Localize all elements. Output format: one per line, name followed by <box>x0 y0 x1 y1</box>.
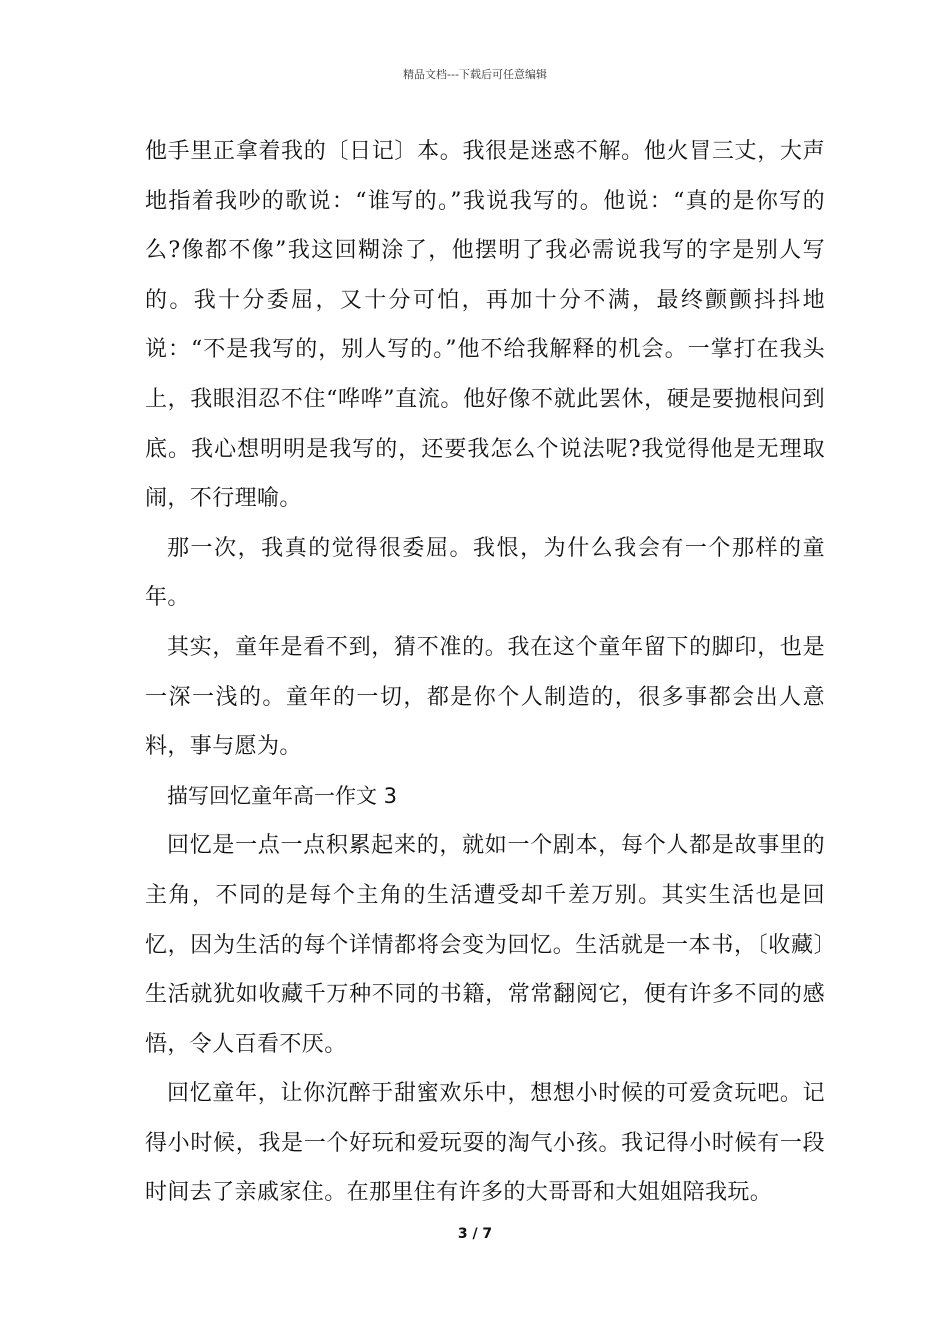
page-header: 精品文档---下载后可任意编辑 <box>403 68 547 81</box>
document-body <box>145 127 825 1218</box>
paragraph-4: 回忆是一点一点积累起来的，就如一个剧本，每个人都是故事里的主角，不同的是每个主角的生活遭受却千差万别。其实生活也是回忆，因为生活的每个详情都将会变为回忆。生活就是一本书，〔收藏〕生活就犹如收藏千万种不同的书籍，常常翻阅它，便有许多不同的感悟，令人百看不厌。 <box>145 833 825 1057</box>
paragraph-3: 其实，童年是看不到，猜不准的。我在这个童年留下的脚印，也是一深一浅的。童年的一切，都是你个人制造的，很多事都会出人意料，事与愿为。 <box>145 634 825 760</box>
paragraph-5: 回忆童年，让你沉醉于甜蜜欢乐中，想想小时候的可爱贪玩吧。记得小时候，我是一个好玩和爱玩耍的淘气小孩。我记得小时候有一段时间去了亲戚家住。在那里住有许多的大哥哥和大姐姐陪我玩。 <box>145 1081 825 1206</box>
paragraph-2: 那一次，我真的觉得很委屈。我恨，为什么我会有一个那样的童年。 <box>145 535 825 611</box>
section-heading: 描写回忆童年高一作文 3 <box>167 783 398 808</box>
paragraph-1: 他手里正拿着我的〔日记〕本。我很是迷惑不解。他火冒三丈，大声地指着我吵的歌说：“谁写的。”我说我写的。他说：“真的是你写的么?像都不像”我这回糊涂了，他摆明了我必需说我写的字是别人写的。我十分委屈，又十分可怕，再加十分不满，最终颤颤抖抖地说：“不是我写的，别人写的。”他不给我解释的机会。一掌打在我头上，我眼泪忍不住“哗哗”直流。他好像不就此罢休，硬是要抛根问到底。我心想明明是我写的，还要我怎么个说法呢?我觉得他是无理取闹，不行理喻。 <box>145 139 825 512</box>
page-number: 3 / 7 <box>457 1226 493 1242</box>
